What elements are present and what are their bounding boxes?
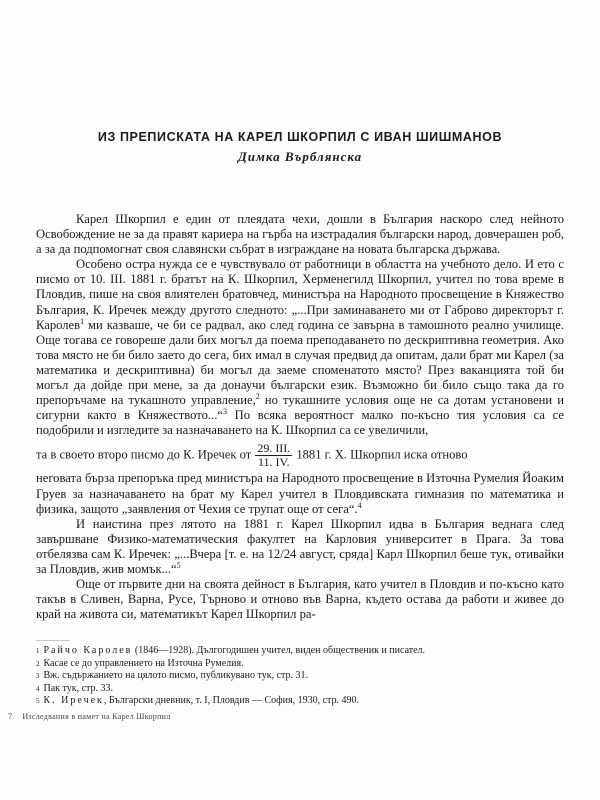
running-footer-text: Изследвания в памет на Карел Шкорпил — [22, 712, 171, 721]
paragraph-3 — [36, 517, 564, 577]
footnote-number: 4 — [36, 684, 40, 693]
paragraph-3-text: И наистина през лятото на 1881 г. Карел Шкорпил идва в България веднага след завършване Физико-математическия факултет на Карловия университет в Прага. За това отбелязва сам К. Иречек: „...Вчера [т. е. на 12/24 август, сряда] Карл Шкорпил беше тук, отивайки за Пловдив, жив момък...“ — [36, 516, 564, 576]
paragraph-2-text-d: По всяка вероятност малко по-късно тия условия са се подобрили и изгледите за назначаването на К. Шкорпил са се увеличили, — [36, 408, 564, 438]
footnote-divider — [36, 640, 70, 641]
signature-number: 7 — [8, 712, 13, 721]
paragraph-2-text-c: но тукашните условия още не са дотам установени и сигурни както в Княжеството...“ — [36, 393, 564, 423]
footnote-name: К. Иречек — [43, 695, 104, 707]
footnote-number: 3 — [36, 672, 40, 681]
fraction-line-pre: та в своето второ писмо до К. Иречек от — [36, 447, 252, 462]
footnote-text: Касае се до управлението на Източна Румелия. — [43, 657, 244, 669]
footnote-text: (1846—1928). Дългогодишен учител, виден общественик и писател. — [132, 645, 426, 656]
date-fraction-numerator: 29. III. — [257, 441, 291, 456]
footnote-name: Райчо Каролев — [43, 645, 133, 656]
footnote-text: Вж. съдържанието на цялото писмо, публикувано тук, стр. 31. — [43, 670, 309, 682]
footnote-number: 1 — [36, 647, 40, 655]
paragraph-2-fraction-line — [36, 442, 564, 469]
paragraph-2-continued — [36, 471, 564, 516]
footnote-ref-3: 3 — [222, 407, 227, 417]
footnote-number: 2 — [36, 659, 40, 668]
footnote-ref-2: 2 — [255, 391, 260, 401]
article-body — [36, 212, 564, 622]
footnote-ref-5: 5 — [176, 560, 181, 570]
footnote-ref-1: 1 — [80, 316, 85, 326]
fraction-line-post: 1881 г. Х. Шкорпил иска отново — [296, 447, 468, 462]
date-fraction-denominator: 11. IV. — [257, 455, 290, 470]
footnote-text: , Български дневник, т. I, Пловдив — София, 1930, стр. 490. — [103, 695, 359, 707]
date-fraction — [255, 442, 292, 469]
footnote-number: 5 — [36, 697, 40, 706]
paragraph-2-text-a: Особено остра нужда се е чувствувало от работници в областта на учебното дело. И ето с писмо от 10. III. 1881 г. братът на К. Шкорпил, Херменегилд Шкорпил, учител по това време в Пловдив, пише на своя влиятелен братовчед, министъра на Народното просвещение в Княжество България, К. Иречек между другото следното: „...При заминаването ми от Габрово директорът г. Каролев — [36, 257, 564, 332]
footnote-4 — [36, 683, 556, 696]
footnote-text: Пак тук, стр. 33. — [43, 682, 114, 694]
paragraph-1: Карел Шкорпил е един от плеядата чехи, дошли в България наскоро след нейното Освобождение не за да правят кариера на гърба на изстрадалия български народ, довчерашен роб, а за да подпомогнат своя славянски събрат в изграждане на новата българска държава. — [36, 212, 564, 257]
footnote-2 — [36, 658, 556, 671]
paragraph-2 — [36, 257, 564, 438]
article-author: Димка Върблянска — [237, 149, 363, 164]
footnote-3 — [36, 670, 556, 683]
footnote-5 — [36, 695, 556, 708]
footnote-ref-4: 4 — [357, 500, 362, 510]
footnotes — [36, 645, 556, 708]
paragraph-4: Още от първите дни на своята дейност в България, като учител в Пловдив и по-късно като такъв в Сливен, Варна, Русе, Търново и отново във Варна, където остава да работи и живее до край на живота си, математикът Карел Шкорпил ра- — [36, 577, 564, 622]
page-footer — [8, 712, 171, 721]
article-title: ИЗ ПРЕПИСКАТА НА КАРЕЛ ШКОРПИЛ С ИВАН ШИШМАНОВ — [97, 130, 503, 144]
footnote-1 — [36, 645, 556, 658]
paragraph-2-text-e: неговата бърза препоръка пред министъра на Народното просвещение в Източна Румелия Йоаким Груев за назначаването на брат му Карел учител в Пловдивската гимназия по математика и физика, защото „заявления от Чехия се трупат още от сега“. — [36, 471, 564, 516]
paragraph-2-text-b: ми казваше, че би се радвал, ако след година се завърна в тамошното реално училище. Още тогава се говореше дали бих могъл да поема преподаването по дескриптивна геометрия. Ако това място не би било заето до сега, бих имал в случая предвид да опитам, дали брат ми Карел (за математика и дескриптивна) би могъл да заеме споменатото място? През ваканцията той би могъл да дойде при мене, за да донаучи български език. Възможно би било също така да го препоръчаме на тукашното управление, — [36, 317, 564, 408]
